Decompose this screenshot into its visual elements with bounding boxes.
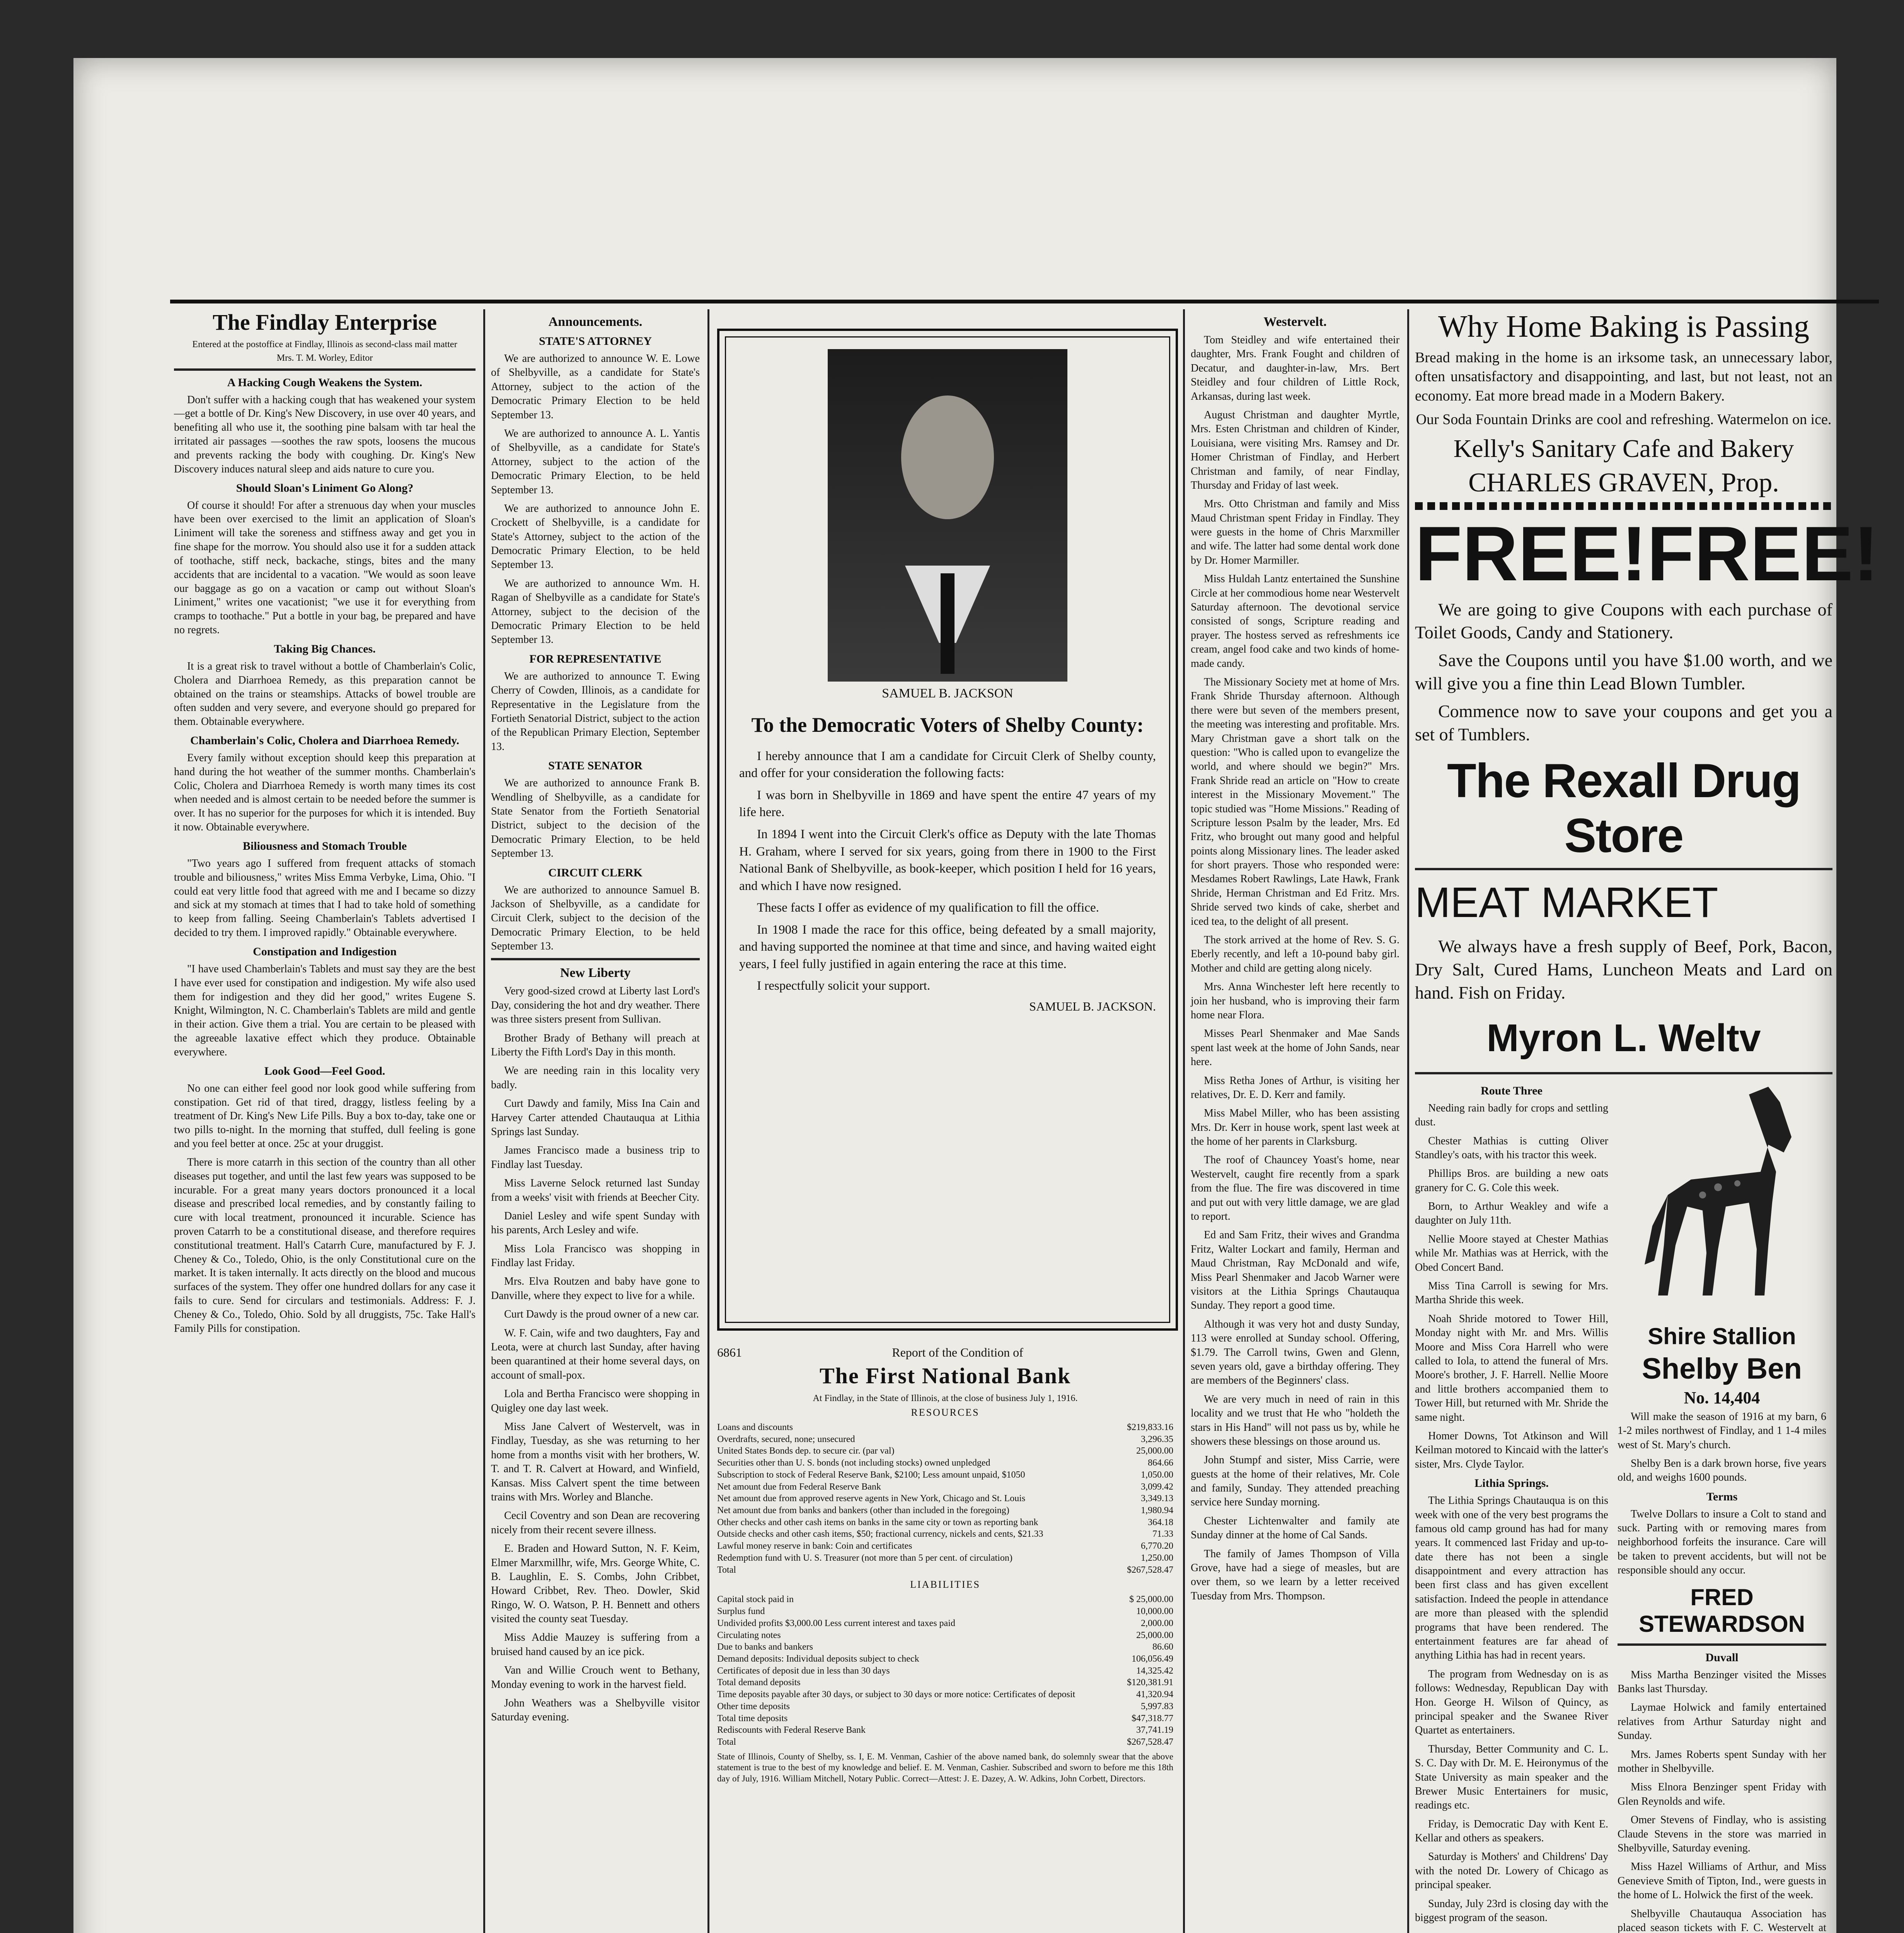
table-row [717, 1606, 1173, 1618]
portrait-caption: SAMUEL B. JACKSON [882, 686, 1013, 701]
row-amount: 1,980.94 [1141, 1505, 1173, 1516]
news-item: Noah Shride motored to Tower Hill, Monday night with Mr. and Mrs. Willis Moore and Miss Cora Harrell who were called to Iola, to attend the funeral of Mrs. Moore's brother, J. F. Harrell. Nellie Moore and little brothers accompanied them to Tower Hill, but returned with Mr. Shride the same night. [1415, 1313, 1608, 1423]
column-1-articles [174, 376, 476, 1336]
westervelt-title: Westervelt. [1263, 315, 1327, 329]
free-text-3: Commence now to save your coupons and get you a set of Tumblers. [1415, 701, 1832, 744]
table-row [717, 1552, 1173, 1564]
row-label: Undivided profits $3,000.00 Less current interest and taxes paid [717, 1618, 955, 1628]
row-label: Total demand deposits [717, 1677, 801, 1688]
table-row [717, 1618, 1173, 1630]
article-paragraph: Don't suffer with a hacking cough that has weakened your system—get a bottle of Dr. King's New Discovery, in use over 40 years, and benefiting all who use it, the soothing pine balsam with tar heal the irritated air passages —soothes the raw spots, loosens the mucous and prevents racking the body with coughing. Dr. King's New Discovery induces natural sleep and aids nature to cure you. [174, 394, 476, 475]
myron-weltv: Myron L. Weltv [1486, 1016, 1761, 1060]
table-row [717, 1445, 1173, 1457]
row-label: Total time deposits [717, 1713, 788, 1723]
news-item: John Weathers was a Shelbyville visitor Saturday evening. [491, 1697, 700, 1723]
news-item: Nellie Moore stayed at Chester Mathias while Mr. Mathias was at Herrick, with the Obed Concert Band. [1415, 1233, 1608, 1273]
article-headline: Look Good—Feel Good. [264, 1064, 385, 1077]
news-item: Sunday, July 23rd is closing day with the biggest program of the season. [1415, 1897, 1608, 1924]
table-row [717, 1630, 1173, 1642]
announcements [491, 335, 700, 953]
table-row [717, 1677, 1173, 1689]
free-text-1: We are going to give Coupons with each purchase of Toilet Goods, Candy and Stationery. [1415, 599, 1832, 643]
column-6 [1415, 309, 1879, 1933]
row-label: Net amount due from banks and bankers (other than included in the foregoing) [717, 1505, 1009, 1516]
row-label: Total [717, 1565, 736, 1575]
article-paragraph: No one can either feel good nor look good while suffering from constipation. Get rid of that tired, draggy, listless feeling by a treatment of Dr. King's New Life Pills. Buy a box to-day, take one or two pills to-night. In the morning that stuffed, dull feeling is gone and you feel better at once. 25c at your druggist. [174, 1082, 476, 1150]
row-label: Surplus fund [717, 1606, 765, 1617]
divider [491, 958, 700, 960]
row-amount: 864.66 [1148, 1458, 1173, 1468]
masthead-editor: Mrs. T. M. Worley, Editor [276, 353, 373, 363]
row-label: United States Bonds dep. to secure cir. (par val) [717, 1446, 895, 1456]
masthead-title: The Findlay Enterprise [212, 310, 437, 335]
row-label: Time deposits payable after 30 days, or subject to 30 days or more notice: Certificates of deposit [717, 1689, 1076, 1700]
row-label: Other checks and other cash items on banks in the same city or town as reporting bank [717, 1517, 1038, 1527]
divider [1415, 1072, 1832, 1074]
news-item: Shelbyville Chautauqua Association has placed season tickets with F. C. Westervelt at [1618, 1907, 1826, 1933]
news-item: Homer Downs, Tot Atkinson and Will Keilman motored to Kincaid with the latter's sister, Mrs. Clyde Taylor. [1415, 1430, 1608, 1470]
divider [174, 368, 476, 371]
table-row [717, 1689, 1173, 1701]
news-item: Cecil Coventry and son Dean are recovering nicely from their recent severe illness. [491, 1510, 700, 1536]
news-item: The family of James Thompson of Villa Grove, have had a siege of measles, but are over them, so we learn by a letter received Tuesday from Mrs. Thompson. [1191, 1548, 1399, 1602]
news-item: Curt Dawdy is the proud owner of a new car. [504, 1308, 699, 1321]
table-row [717, 1457, 1173, 1469]
table-row [717, 1701, 1173, 1713]
column-rule [1407, 309, 1409, 1933]
row-amount: 41,320.94 [1136, 1689, 1173, 1700]
baking-text-2: Our Soda Fountain Drinks are cool and refreshing. Watermelon on ice. [1416, 411, 1832, 428]
news-item: Miss Elnora Benzinger spent Friday with Glen Reynolds and wife. [1618, 1781, 1826, 1807]
article-paragraph: "I have used Chamberlain's Tablets and must say they are the best I have ever used for constipation and indigestion. My wife also used them for indigestion and they did her good," writes Eugene S. Knight, Wilmington, N. C. Chamberlain's Tablets are mild and gentle in their action. Give them a trial. You are certain to be pleased with the agreeable laxative effect which they produce. Obtainable everywhere. [174, 963, 476, 1058]
announcement-paragraph: We are authorized to announce Wm. H. Ragan of Shelbyville as a candidate for State's Attorney, subject to the decision of the Democratic Primary Election to be held September 13. [491, 577, 700, 646]
row-label: Subscription to stock of Federal Reserve Bank, $2100; Less amount unpaid, $1050 [717, 1469, 1025, 1480]
row-amount: 3,099.42 [1141, 1481, 1173, 1492]
row-amount: 10,000.00 [1136, 1606, 1173, 1617]
row-label: Demand deposits: Individual deposits subject to check [717, 1653, 919, 1664]
news-item: Needing rain badly for crops and settling dust. [1415, 1102, 1608, 1128]
news-item: Ed and Sam Fritz, their wives and Grandma Fritz, Walter Lockart and family, Herman and Maud Christman, Ray McDonald and wife, Miss Pearl Shenmaker and Jacob Warner were visitors at the Lithia Springs Chautauqua Sunday. They report a good time. [1191, 1229, 1399, 1312]
stallion-text: Will make the season of 1916 at my barn, 6 1-2 miles northwest of Findlay, and 1 1-4 miles west of St. Mary's church. [1618, 1410, 1826, 1451]
row-amount: $267,528.47 [1127, 1565, 1173, 1575]
table-row [717, 1713, 1173, 1725]
candidate-portrait [828, 349, 1067, 682]
baking-text: Bread making in the home is an irksome task, an unnecessary labor, often unsatisfactory and disappointing, and last, but not least, not an economy. Eat more bread made in a Modern Bakery. [1415, 349, 1832, 404]
news-item: John Stumpf and sister, Miss Carrie, were guests at the home of their relatives, Mr. Cole and family, Sunday. They attended preaching service here Sunday morning. [1191, 1454, 1399, 1509]
news-item: Thursday, Better Community and C. L. S. C. Day with Dr. M. E. Heironymus of the State University as main speaker and the Brewer Music Entertainers for music, readings etc. [1415, 1743, 1608, 1812]
free-text-2: Save the Coupons until you have $1.00 worth, and we will give you a fine thin Lead Blown Tumbler. [1415, 650, 1832, 693]
terms-text: Twelve Dollars to insure a Colt to stand and suck. Parting with or removing mares from neighborhood forfeits the insurance. Care will be taken to prevent accidents, but will not be responsible should any occur. [1618, 1508, 1826, 1577]
stallion-column [1618, 1079, 1826, 1933]
divider [1618, 1643, 1826, 1646]
table-row [717, 1422, 1173, 1434]
candidate-paragraph: I hereby announce that I am a candidate for Circuit Clerk of Shelby county, and offer for your consideration the following facts: [739, 749, 1156, 781]
route-three-column [1415, 1079, 1608, 1933]
news-item: Miss Retha Jones of Arthur, is visiting her relatives, Dr. E. D. Kerr and family. [1191, 1074, 1399, 1101]
news-item: The stork arrived at the home of Rev. S. G. Eberly recently, and left a 10-pound baby girl. Mother and child are getting along nicely. [1191, 934, 1399, 974]
candidate-paragraph: In 1894 I went into the Circuit Clerk's office as Deputy with the late Thomas H. Graham, where I served for six years, going from there in 1900 to the First National Bank of Shelbyville, as book-keeper, which position I held for 16 years, and which I have now resigned. [739, 827, 1156, 893]
row-amount: $120,381.91 [1127, 1677, 1173, 1688]
news-item: Miss Jane Calvert of Westervelt, was in Findlay, Tuesday, as she was returning to her home from a months visit with her brothers, W. T. and T. R. Calvert at Howard, and Winfield, Kansas. Miss Calvert spent the time between trains with Mrs. Worley and Blanche. [491, 1421, 700, 1503]
row-amount: 1,050.00 [1141, 1469, 1173, 1480]
column-5 [1191, 309, 1399, 1933]
news-item: Friday, is Democratic Day with Kent E. Kellar and others as speakers. [1415, 1818, 1608, 1844]
column-rule [707, 309, 709, 1933]
news-item: James Francisco made a business trip to Findlay last Tuesday. [491, 1144, 700, 1171]
news-item: We are needing rain in this locality very badly. [491, 1065, 700, 1091]
meat-market-text: We always have a fresh supply of Beef, Pork, Bacon, Dry Salt, Cured Hams, Luncheon Meats and Lard on hand. Fish on Friday. [1415, 936, 1832, 1002]
news-item: Although it was very hot and dusty Sunday, 113 were enrolled at Sunday school. Offering, $1.79. The Carroll twins, Gwen and Glenn, seven years old, gave a birthday offering. They are members of the Beginners' class. [1191, 1318, 1399, 1387]
candidate-paragraph: I respectfully solicit your support. [757, 979, 931, 993]
table-row [717, 1505, 1173, 1517]
candidate-announcement [717, 329, 1178, 1331]
stallion-title: Shire Stallion [1648, 1323, 1796, 1349]
news-item: Phillips Bros. are building a new oats granery for C. G. Cole this week. [1415, 1168, 1608, 1194]
table-row [717, 1481, 1173, 1493]
column-1 [174, 309, 476, 1933]
article-headline: Should Sloan's Liniment Go Along? [236, 481, 414, 494]
horse-illustration [1621, 1079, 1838, 1319]
candidate-signature: SAMUEL B. JACKSON. [1029, 999, 1156, 1013]
news-item: Miss Lola Francisco was shopping in Findlay last Friday. [491, 1243, 700, 1269]
free-headline [1415, 510, 1879, 597]
stallion-number: No. 14,404 [1684, 1388, 1760, 1407]
news-item: Omer Stevens of Findlay, who is assisting Claude Stevens in the store was married in Shelbyville, Saturday evening. [1618, 1814, 1826, 1854]
stallion-owner: FRED STEWARDSON [1638, 1584, 1805, 1637]
row-label: Capital stock paid in [717, 1594, 794, 1605]
news-item: Daniel Lesley and wife spent Sunday with his parents, Arch Lesley and wife. [491, 1210, 700, 1236]
announcement-paragraph: We are authorized to announce A. L. Yantis of Shelbyville, as a candidate for State's Attorney, subject to the action of the Democratic Primary Election, to be held September 13. [491, 427, 700, 496]
row-amount: 364.18 [1148, 1517, 1173, 1527]
row-label: Rediscounts with Federal Reserve Bank [717, 1725, 866, 1735]
article-paragraph: There is more catarrh in this section of the country than all other diseases put together, and until the last few years was supposed to be incurable. For a great many years doctors pronounced it a local disease and prescribed local remedies, and by constantly failing to cure with local treatment, pronounced it incurable. Science has proven Catarrh to be a constitutional disease, and therefore requires constitutional treatment. Hall's Catarrh Cure, manufactured by F. J. Cheney & Co., Toledo, Ohio, is the only Constitutional cure on the market. It is taken internally. It acts directly on the blood and mucous surfaces of the system. They offer one hundred dollars for any case it fails to cure. Send for circulars and testimonials. Address: F. J. Cheney & Co., Toledo, Ohio. Sold by all druggists, 75c. Take Hall's Family Pills for constipation. [174, 1156, 476, 1335]
report-heading: Report of the Condition of [892, 1345, 1023, 1359]
announcements-title: Announcements. [548, 315, 643, 329]
candidate-paragraph: I was born in Shelbyville in 1869 and have spent the entire 47 years of my life here. [739, 788, 1156, 820]
new-liberty-title: New Liberty [560, 966, 631, 980]
announcement-office: FOR REPRESENTATIVE [529, 652, 661, 665]
free-word-2: FREE! [1647, 510, 1879, 597]
article-paragraph: "Two years ago I suffered from frequent attacks of stomach trouble and biliousness," writes Miss Emma Verbyke, Lima, Ohio. "I could eat very little food that agreed with me and I became so dizzy and sick at my stomach at times that I had to take hold of something to keep from falling. Seeing Chamberlain's Tablets advertised I decided to try them. I improved rapidly." Obtainable everywhere. [174, 857, 476, 939]
row-label: Circulating notes [717, 1630, 781, 1640]
ornament-border [1415, 502, 1832, 510]
table-row [717, 1469, 1173, 1481]
table-row [717, 1665, 1173, 1677]
article-headline: Taking Big Chances. [274, 642, 376, 655]
divider [1415, 868, 1832, 870]
row-label: Total [717, 1737, 736, 1747]
news-item: August Christman and daughter Myrtle, Mrs. Esten Christman and children of Kinder, Louisiana, were visiting Mrs. Ramsey and Dr. Homer Christman of Findlay, and Herbert Christman and family, of near Findlay, Thursday and Friday of last week. [1191, 409, 1399, 491]
table-row [717, 1724, 1173, 1736]
news-item: Miss Addie Mauzey is suffering from a bruised hand caused by an ice pick. [491, 1631, 700, 1658]
column-rule [483, 309, 485, 1933]
row-label: Securities other than U. S. bonds (not including stocks) owned unpledged [717, 1458, 990, 1468]
news-item: Miss Laverne Selock returned last Sunday from a weeks' visit with friends at Beecher City. [491, 1177, 700, 1203]
new-liberty-news [491, 984, 700, 1724]
stallion-text-2: Shelby Ben is a dark brown horse, five years old, and weighs 1600 pounds. [1618, 1457, 1826, 1484]
table-row [717, 1517, 1173, 1529]
row-label: Loans and discounts [717, 1422, 793, 1432]
news-item: Miss Tina Carroll is sewing for Mrs. Martha Shride this week. [1415, 1280, 1608, 1306]
charter-number: 6861 [717, 1345, 742, 1359]
announcement-paragraph: We are authorized to announce W. E. Lowe of Shelbyville, as a candidate for State's Attorney, subject to the action of the Democratic Primary Election to be held September 13. [491, 353, 700, 421]
article-headline: Constipation and Indigestion [253, 945, 397, 958]
bank-title: The First National Bank [819, 1363, 1071, 1388]
table-row [717, 1641, 1173, 1653]
announcement-office: STATE'S ATTORNEY [539, 335, 652, 348]
row-amount: 1,250.00 [1141, 1553, 1173, 1563]
baking-title: Why Home Baking is Passing [1438, 310, 1809, 344]
row-amount: 14,325.42 [1136, 1665, 1173, 1676]
row-amount: 86.60 [1152, 1642, 1173, 1652]
row-label: Overdrafts, secured, none; unsecured [717, 1434, 855, 1444]
news-item: Mrs. Otto Christman and family and Miss Maud Christman spent Friday in Findlay. They were guests in the home of Chris Marxmiller and wife. The latter had some dental work done by Dr. Homer Marmiller. [1191, 498, 1399, 566]
row-amount: $47,318.77 [1132, 1713, 1173, 1723]
row-amount: $267,528.47 [1127, 1737, 1173, 1747]
news-item: Miss Mabel Miller, who has been assisting Mrs. Dr. Kerr in house work, spent last week at the home of her parents in Clarksburg. [1191, 1107, 1399, 1148]
candidate-paragraph: In 1908 I made the race for this office, being defeated by a small majority, and having supported the nominee at that time and since, and having waited eight years, I feel fully justified in again entering the race at this time. [739, 922, 1156, 971]
row-amount: 6,770.20 [1141, 1541, 1173, 1551]
row-amount: 5,997.83 [1141, 1701, 1173, 1711]
news-item: Miss Hazel Williams of Arthur, and Miss Genevieve Smith of Tipton, Ind., were guests in the home of L. Holwick the first of the week. [1618, 1861, 1826, 1901]
row-amount: $219,833.16 [1127, 1422, 1173, 1432]
free-word-1: FREE! [1415, 510, 1647, 597]
news-item: We are very much in need of rain in this locality and we trust that He who "holdeth the stars in His Hand" will not pass us by, while he showers these blessings on those around us. [1191, 1393, 1399, 1447]
meat-market-title: MEAT MARKET [1415, 879, 1718, 927]
news-item: Brother Brady of Bethany will preach at Liberty the Fifth Lord's Day in this month. [491, 1032, 700, 1059]
lithia-title: Lithia Springs. [1474, 1477, 1549, 1490]
news-item: The program from Wednesday on is as follows: Wednesday, Republican Day with Hon. George H. Wilson of Quincy, as principal speaker and the Swanee River Quartet as entertainers. [1415, 1668, 1608, 1737]
news-item: Mrs. Anna Winchester left here recently to join her husband, who is improving their farm home near Flora. [1191, 981, 1399, 1021]
stallion-name: Shelby Ben [1642, 1352, 1802, 1385]
table-row [717, 1653, 1173, 1665]
announcement-office: CIRCUIT CLERK [548, 866, 643, 879]
news-item: Very good-sized crowd at Liberty last Lord's Day, considering the hot and dry weather. There was three sisters present from Sullivan. [491, 985, 700, 1026]
row-amount: 25,000.00 [1136, 1446, 1173, 1456]
route-three-news [1415, 1101, 1608, 1471]
bank-attestation: State of Illinois, County of Shelby, ss. I, E. M. Venman, Cashier of the above named bank, do solemnly swear that the above statement is true to the best of my knowledge and belief. E. M. Venman, Cashier. Subscribed and sworn to before me this 18th day of July, 1916. William Mitchell, Notary Public. Correct—Attest: J. E. Dazey, A. W. Adkins, John Corbett, Directors. [717, 1751, 1173, 1784]
news-item: Misses Pearl Shenmaker and Mae Sands spent last week at the home of John Sands, near here. [1191, 1028, 1399, 1068]
article-headline: Chamberlain's Colic, Cholera and Diarrhoea Remedy. [190, 734, 459, 747]
masthead-entry: Entered at the postoffice at Findlay, Illinois as second-class mail matter [192, 339, 457, 349]
cafe-name: Kelly's Sanitary Cafe and Bakery [1453, 434, 1794, 463]
candidate-paragraph: These facts I offer as evidence of my qualification to fill the office. [757, 901, 1099, 915]
duvall-title: Duvall [1705, 1651, 1739, 1664]
row-label: Redemption fund with U. S. Treasurer (not more than 5 per cent. of circulation) [717, 1553, 1013, 1563]
column-rule [1183, 309, 1185, 1933]
article-headline: Biliousness and Stomach Trouble [242, 839, 407, 852]
row-label: Lawful money reserve in bank: Coin and certificates [717, 1541, 912, 1551]
news-item: Mrs. James Roberts spent Sunday with her mother in Shelbyville. [1618, 1748, 1826, 1774]
news-item: Chester Mathias is cutting Oliver Standley's oats, with his tractor this week. [1415, 1135, 1608, 1161]
news-item: Van and Willie Crouch went to Bethany, Monday evening to work in the harvest field. [491, 1664, 700, 1691]
column-2 [491, 309, 700, 1933]
news-item: Lola and Bertha Francisco were shopping in Quigley one day last week. [491, 1388, 700, 1414]
row-amount: 3,349.13 [1141, 1493, 1173, 1504]
news-item: E. Braden and Howard Sutton, N. F. Keim, Elmer Marxmillhr, wife, Mrs. George White, C. B. Laughlin, E. S. Combs, John Cribbet, Howard Cribbet, Rev. Theo. Dowler, Skid Ringo, W. O. Watson, P. H. Bennett and others visited the county seat Tuesday. [491, 1543, 700, 1625]
row-amount: 2,000.00 [1141, 1618, 1173, 1628]
cafe-proprietor: CHARLES GRAVEN, Prop. [1468, 467, 1779, 498]
resources-table [717, 1422, 1173, 1576]
row-label: Outside checks and other cash items, $50; fractional currency, nickels and cents, $21.33 [717, 1529, 1043, 1539]
duvall-news [1618, 1668, 1826, 1933]
liabilities-label: LIABILITIES [910, 1579, 980, 1590]
article-headline: A Hacking Cough Weakens the System. [227, 376, 423, 389]
top-rule [170, 300, 1879, 303]
news-item: The Missionary Society met at home of Mrs. Frank Shride Thursday afternoon. Although there were but seven of the members present, the meeting was interesting and profitable. Mrs. Mary Christman gave a short talk on the question: "Who is called upon to evangelize the world, and where should we begin?" Mrs. Frank Shride read an article on "How to create interest in the Missionary Movement." The topic studied was "Home Missions." Reading of Scripture lesson Psalm by the leader, Mrs. Ed Fritz, who brought out many good and helpful points along Missionary lines. The leader asked for short prayers. Those who responded were: Mesdames Robert Rawlings, Late Hawk, Frank Shride, Herman Christman and Ed Fritz. Mrs. Shride served two kinds of cake, sherbet and iced tea, to the delight of all present. [1191, 676, 1399, 927]
candidate-heading: To the Democratic Voters of Shelby County: [751, 713, 1144, 736]
row-amount: $ 25,000.00 [1129, 1594, 1173, 1605]
row-label: Due to banks and bankers [717, 1642, 813, 1652]
candidate-text [739, 748, 1156, 995]
newspaper-page [73, 58, 1879, 1933]
news-item: Tom Steidley and wife entertained their daughter, Mrs. Frank Fought and children of Decatur, and daughter-in-law, Mrs. Bert Steidley and four children of Little Rock, Arkansas, during last week. [1191, 334, 1399, 402]
resources-label: RESOURCES [911, 1407, 980, 1418]
news-item: Miss Martha Benzinger visited the Misses Banks last Thursday. [1618, 1669, 1826, 1695]
news-item: Laymae Holwick and family entertained relatives from Arthur Saturday night and Sunday. [1618, 1701, 1826, 1742]
table-row [717, 1594, 1173, 1606]
row-label: Net amount due from Federal Reserve Bank [717, 1481, 881, 1492]
announcement-office: STATE SENATOR [548, 759, 643, 772]
news-item: Chester Lichtenwalter and family ate Sunday dinner at the home of Cal Sands. [1191, 1515, 1399, 1541]
row-amount: 71.33 [1152, 1529, 1173, 1539]
bank-place: At Findlay, in the State of Illinois, at the close of business July 1, 1916. [813, 1393, 1078, 1403]
row-amount: 37,741.19 [1136, 1725, 1173, 1735]
route-three-title: Route Three [1481, 1084, 1543, 1097]
rexall-store: The Rexall Drug Store [1447, 754, 1800, 863]
news-item: The Lithia Springs Chautauqua is on this week with one of the very best programs the famous old camp ground has had for many years. It commenced last Friday and up-to-date there has not been a single disappointment and every attraction has been first class and has given excellent satisfaction. Indeed the people in attendance are more than pleased with the splendid programs that have been rendered. The entertainment features are far ahead of anything Lithia has had in recent years. [1415, 1495, 1608, 1662]
table-row [717, 1493, 1173, 1505]
article-paragraph: It is a great risk to travel without a bottle of Chamberlain's Colic, Cholera and Diarrhoea Remedy, as this preparation cannot be obtained on the trains or steamships. Attacks of bowel trouble are often sudden and very severe, and everyone should go prepared for them. Obtainable everywhere. [174, 660, 476, 728]
news-item: Born, to Arthur Weakley and wife a daughter on July 11th. [1415, 1200, 1608, 1227]
table-row [717, 1564, 1173, 1576]
row-label: Certificates of deposit due in less than 30 days [717, 1665, 890, 1676]
table-row [717, 1528, 1173, 1540]
article-paragraph: Every family without exception should keep this preparation at hand during the hot weather of the summer months. Chamberlain's Colic, Cholera and Diarrhoea Remedy is worth many times its cost when needed and is almost certain to be needed before the summer is over. It has no superior for the purposes for which it is intended. Buy it now. Obtainable everywhere. [174, 752, 476, 834]
article-paragraph: Of course it should! For after a strenuous day when your muscles have been over exercised to the limit an application of Sloan's Liniment will take the soreness and stiffness away and get you in fine shape for the morrow. You should also use it for a sudden attack of toothache, stiff neck, backache, stings, bites and the many accidents that are incidental to a vacation. "We would as soon leave our baggage as go on a vacation or camp out without Sloan's Liniment," writes one vacationist; "we use it for everything from cramps to toothache." Put a bottle in your bag, be prepared and have no regrets. [174, 499, 476, 636]
announcement-paragraph: We are authorized to announce John E. Crockett of Shelbyville, is a candidate for State's Attorney, subject to the action of the Democratic Primary Election, to be held September 13. [491, 502, 700, 571]
table-row [717, 1434, 1173, 1445]
liabilities-table [717, 1594, 1173, 1748]
bank-report [717, 1345, 1173, 1789]
news-item: Mrs. Elva Routzen and baby have gone to Danville, where they expect to live for a while. [491, 1275, 700, 1302]
terms-title: Terms [1706, 1490, 1738, 1503]
westervelt-news [1191, 333, 1399, 1603]
news-item: The roof of Chauncey Yoast's home, near Westervelt, caught fire recently from a spark from the flue. The fire was discovered in time and put out with very little damage, we are glad to report. [1191, 1154, 1399, 1223]
table-row [717, 1736, 1173, 1748]
announcement-paragraph: We are authorized to announce T. Ewing Cherry of Cowden, Illinois, as a candidate for Representative in the Legislature from the Fortieth Senatorial District, subject to the action of the Republican Primary Election, September 13. [491, 670, 700, 753]
lithia-news [1415, 1494, 1608, 1925]
news-item: Miss Huldah Lantz entertained the Sunshine Circle at her commodious home near Westervelt Saturday afternoon. The devotional service consisted of songs, Scripture reading and prayer. The hostess served as refreshments ice cream, angel food cake and two kinds of home-made candy. [1191, 573, 1399, 670]
news-item: W. F. Cain, wife and two daughters, Fay and Leota, were at church last Sunday, after having been quarantined at their home several days, on account of small-pox. [491, 1327, 700, 1381]
row-amount: 106,056.49 [1132, 1653, 1173, 1664]
row-amount: 25,000.00 [1136, 1630, 1173, 1640]
table-row [717, 1540, 1173, 1552]
row-amount: 3,296.35 [1141, 1434, 1173, 1444]
row-label: Net amount due from approved reserve agents in New York, Chicago and St. Louis [717, 1493, 1026, 1504]
row-label: Other time deposits [717, 1701, 790, 1711]
announcement-paragraph: We are authorized to announce Samuel B. Jackson of Shelbyville, as a candidate for Circuit Clerk, subject to the decision of the Democratic Primary Election, to be held September 13. [491, 884, 700, 953]
news-item: Saturday is Mothers' and Childrens' Day with the noted Dr. Lowery of Chicago as principal speaker. [1415, 1851, 1608, 1891]
news-item: Curt Dawdy and family, Miss Ina Cain and Harvey Carter attended Chautauqua at Lithia Springs last Sunday. [491, 1098, 700, 1138]
announcement-paragraph: We are authorized to announce Frank B. Wendling of Shelbyville, as a candidate for State Senator from the Fortieth Senatorial District, subject to the decision of the Democratic Primary Election, to be held September 13. [491, 777, 700, 860]
